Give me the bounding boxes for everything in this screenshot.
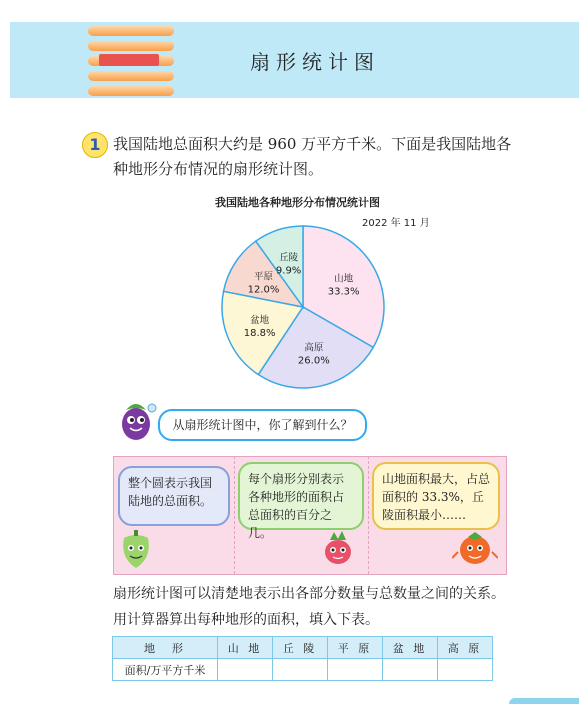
slice-value-label: 33.3% bbox=[327, 286, 360, 298]
slice-label: 盆地 bbox=[250, 315, 270, 327]
pie-chart bbox=[218, 222, 388, 392]
unit-number-mark bbox=[99, 54, 159, 66]
answer-cell[interactable] bbox=[273, 659, 328, 681]
tomato-mascot-icon bbox=[452, 528, 498, 568]
table-header-cell: 丘 陵 bbox=[273, 637, 328, 659]
chart-title: 我国陆地各种地形分布情况统计图 bbox=[215, 196, 380, 209]
question-text: 我国陆地总面积大约是 960 万平方千米。下面是我国陆地各种地形分布情况的扇形统计图。 bbox=[113, 135, 512, 178]
table-header-cell: 盆 地 bbox=[383, 637, 438, 659]
speech-bubble-2: 每个扇形分别表示各种地形的面积占总面积的百分之几。 bbox=[238, 462, 364, 530]
radish-mascot-icon bbox=[318, 530, 358, 566]
speech-bubble-1: 整个圆表示我国陆地的总面积。 bbox=[118, 466, 230, 526]
table-row-label: 面积/万平方千米 bbox=[113, 659, 218, 681]
speech-bubble-3: 山地面积最大，占总面积的 33.3%，丘陵面积最小…… bbox=[372, 462, 500, 530]
answer-cell[interactable] bbox=[218, 659, 273, 681]
slice-label: 丘陵 bbox=[279, 252, 299, 264]
slice-value-label: 26.0% bbox=[297, 355, 330, 367]
slice-label: 山地 bbox=[334, 273, 354, 285]
table-header-cell: 平 原 bbox=[328, 637, 383, 659]
slice-label: 平原 bbox=[253, 271, 274, 283]
panel-divider bbox=[234, 456, 235, 574]
paragraph-2: 用计算器算出每种地形的面积，填入下表。 bbox=[113, 612, 379, 628]
answer-cell[interactable] bbox=[383, 659, 438, 681]
answer-cell[interactable] bbox=[438, 659, 493, 681]
paragraph-1: 扇形统计图可以清楚地表示出各部分数量与总数量之间的关系。 bbox=[113, 586, 505, 602]
table-row bbox=[113, 659, 493, 681]
question-prompt-bubble: 从扇形统计图中，你了解到什么？ bbox=[158, 409, 367, 441]
question-number-badge: 1 bbox=[82, 132, 108, 158]
panel-divider bbox=[368, 456, 369, 574]
table-header-cell: 高 原 bbox=[438, 637, 493, 659]
page-title: 扇形统计图 bbox=[250, 50, 380, 74]
eggplant-mascot-icon bbox=[116, 392, 160, 444]
slice-value-label: 18.8% bbox=[243, 328, 276, 340]
pepper-mascot-icon bbox=[116, 528, 156, 570]
fill-in-table bbox=[112, 636, 493, 681]
slice-value-label: 12.0% bbox=[247, 284, 280, 296]
table-header-cell: 地 形 bbox=[113, 637, 218, 659]
table-header-cell: 山 地 bbox=[218, 637, 273, 659]
page-corner-tab bbox=[509, 698, 579, 704]
slice-value-label: 9.9% bbox=[275, 265, 302, 277]
table-header-row bbox=[113, 637, 493, 659]
answer-cell[interactable] bbox=[328, 659, 383, 681]
chart-date: 2022 年 11 月 bbox=[362, 218, 430, 229]
slice-label: 高原 bbox=[304, 342, 324, 354]
